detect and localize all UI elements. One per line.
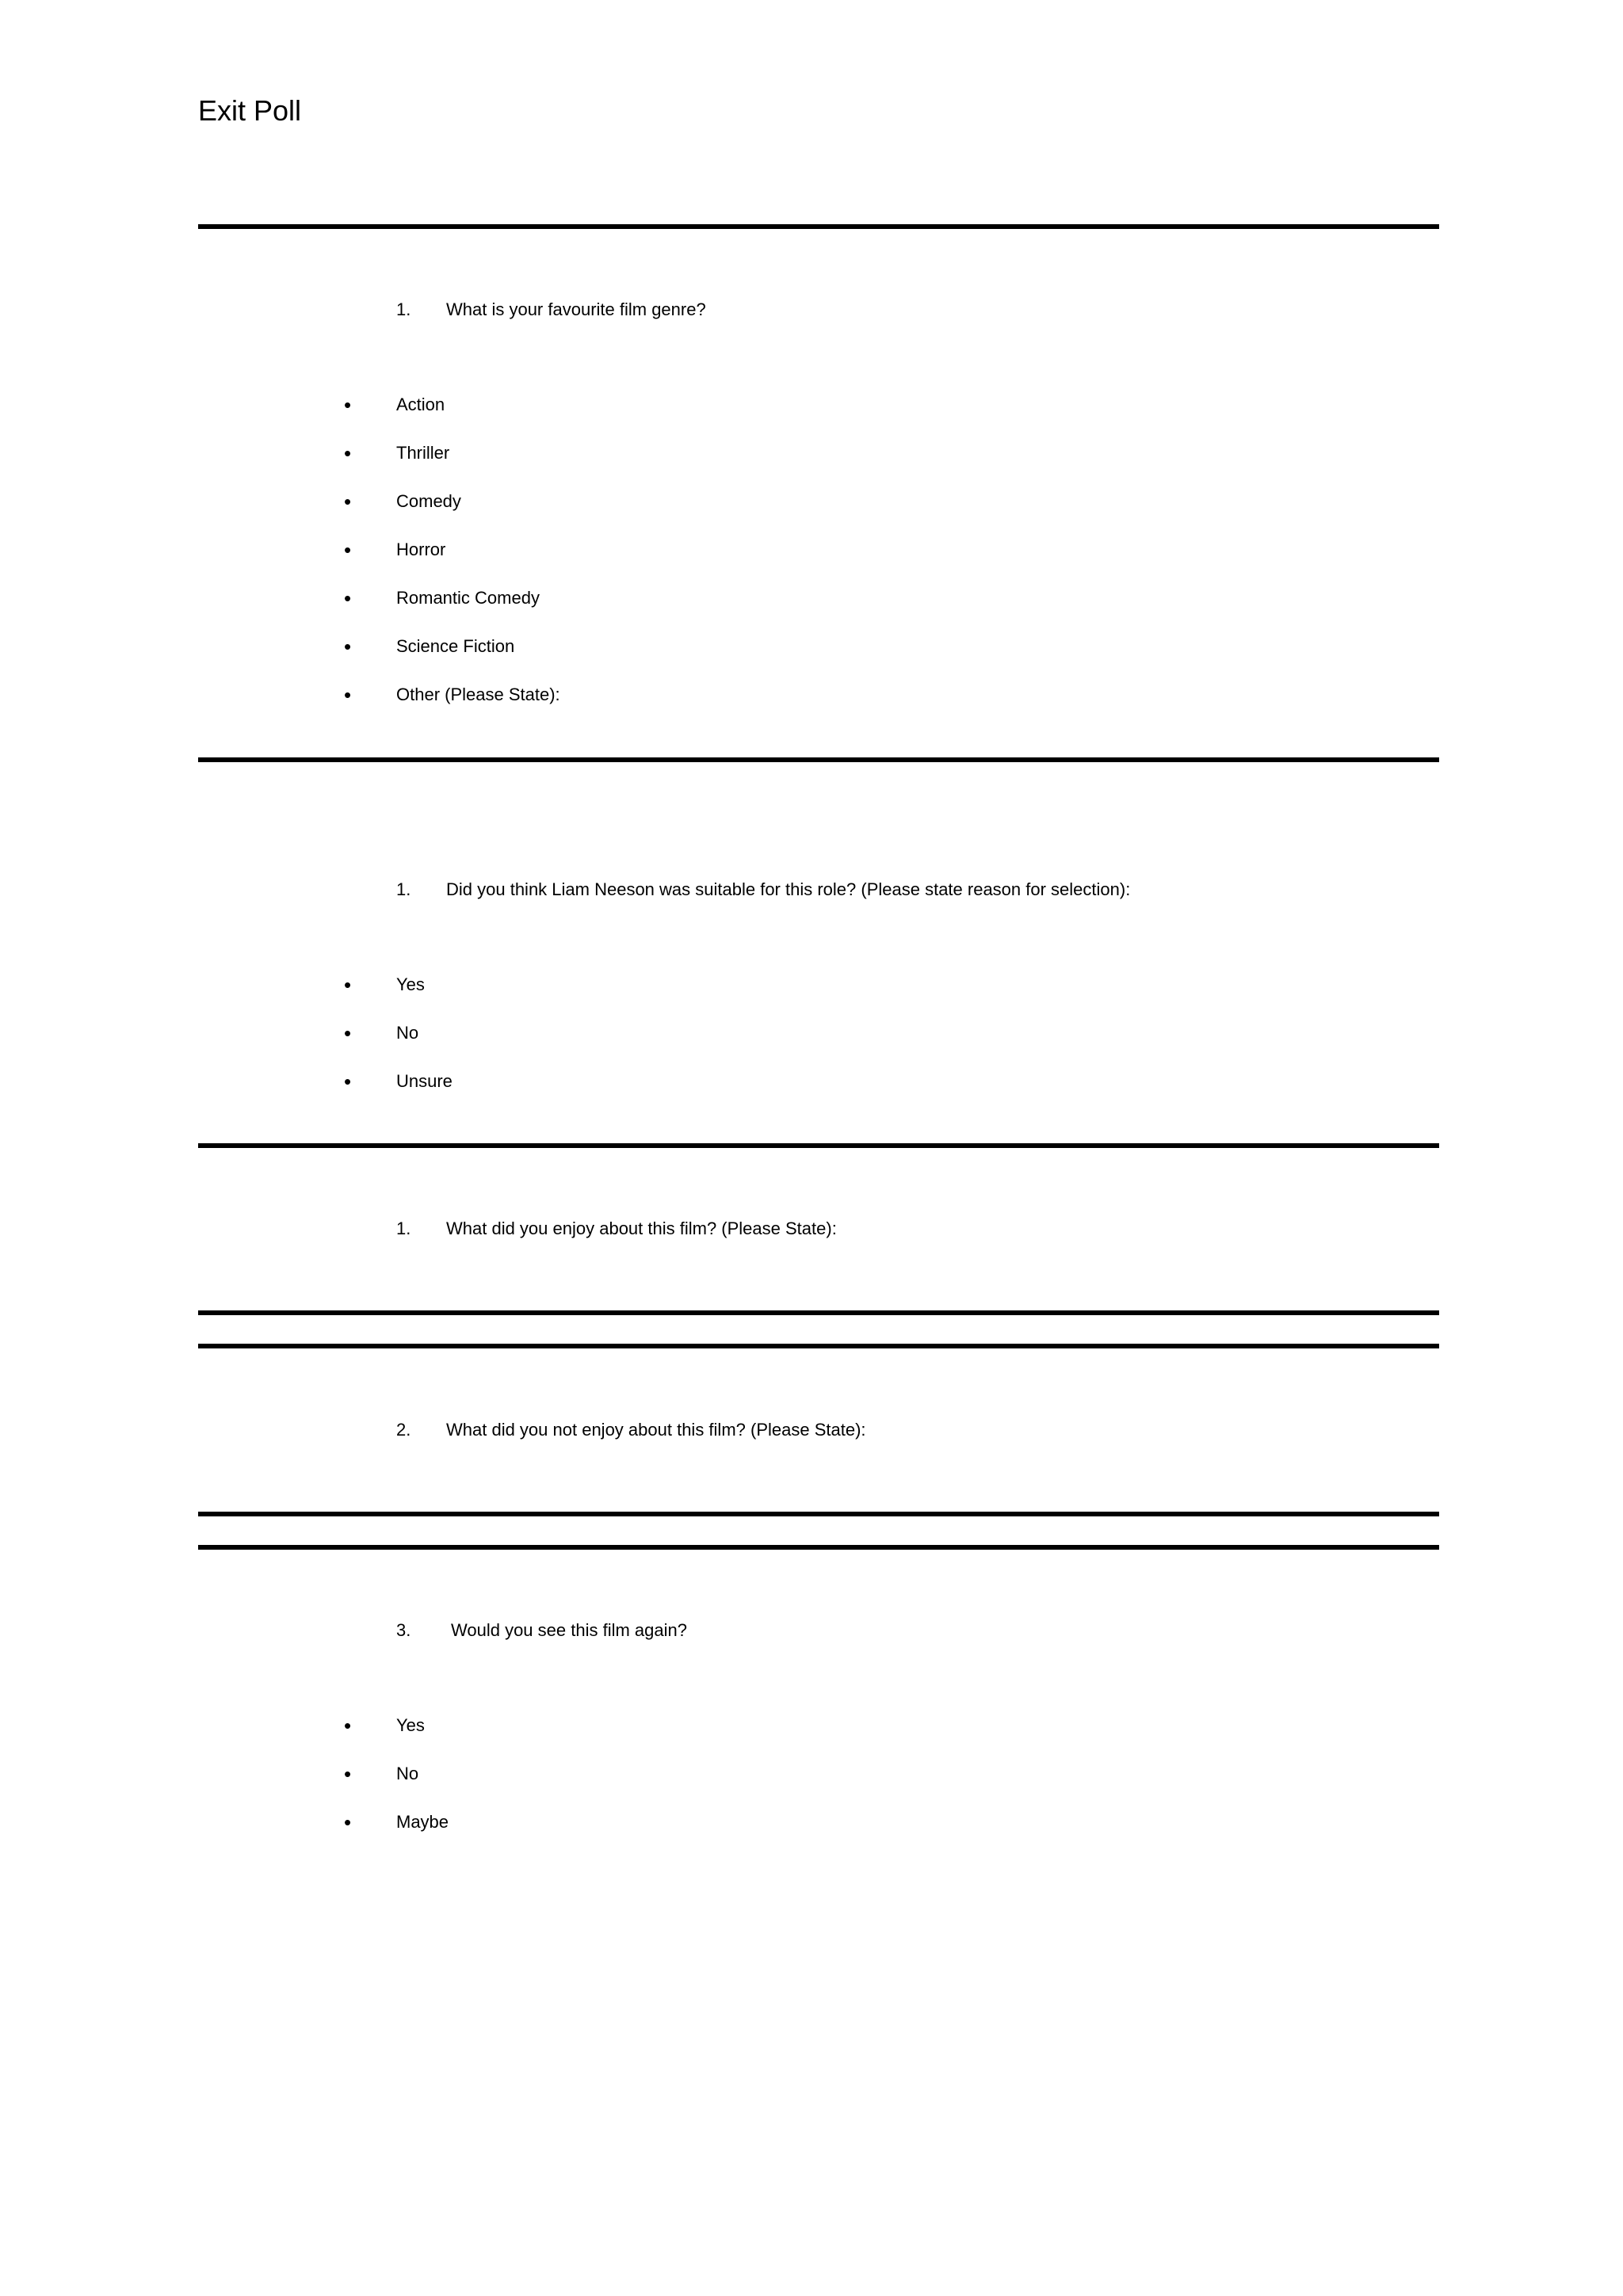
page-title: Exit Poll <box>198 94 302 127</box>
option-label: Yes <box>396 974 425 994</box>
option-label: No <box>396 1023 419 1043</box>
bullet-icon: • <box>344 1070 352 1093</box>
option-label: Science Fiction <box>396 636 515 656</box>
bullet-icon: • <box>344 1762 352 1786</box>
option-label: Yes <box>396 1715 425 1735</box>
question-number: 2. <box>396 1420 411 1440</box>
bullet-icon: • <box>344 635 352 658</box>
section-divider <box>198 1344 1439 1348</box>
bullet-icon: • <box>344 683 352 707</box>
section-divider <box>198 1143 1439 1148</box>
option-label: No <box>396 1764 419 1783</box>
option-label: Maybe <box>396 1812 449 1832</box>
bullet-icon: • <box>344 538 352 562</box>
bullet-icon: • <box>344 586 352 610</box>
question-number: 1. <box>396 299 411 319</box>
option-label: Romantic Comedy <box>396 588 540 608</box>
option-label: Unsure <box>396 1071 453 1091</box>
option-label: Horror <box>396 540 446 559</box>
question-number: 1. <box>396 1219 411 1238</box>
answer-box-top <box>198 1512 1439 1516</box>
question-text: Would you see this film again? <box>451 1620 687 1640</box>
bullet-icon: • <box>344 1021 352 1045</box>
bullet-icon: • <box>344 393 352 417</box>
question-number: 3. <box>396 1620 411 1640</box>
option-label: Thriller <box>396 443 450 463</box>
option-label: Action <box>396 395 445 414</box>
question-number: 1. <box>396 879 411 899</box>
option-label: Other (Please State): <box>396 685 560 704</box>
option-label: Comedy <box>396 491 461 511</box>
bullet-icon: • <box>344 1810 352 1834</box>
section-divider <box>198 224 1439 229</box>
question-text: What did you not enjoy about this film? (Please State): <box>446 1420 866 1440</box>
bullet-icon: • <box>344 490 352 513</box>
question-text: Did you think Liam Neeson was suitable for this role? (Please state reason for selection): <box>446 879 1131 899</box>
section-divider <box>198 1545 1439 1550</box>
question-text: What did you enjoy about this film? (Please State): <box>446 1219 837 1238</box>
section-divider <box>198 757 1439 762</box>
bullet-icon: • <box>344 973 352 997</box>
answer-box-top <box>198 1310 1439 1315</box>
bullet-icon: • <box>344 441 352 465</box>
bullet-icon: • <box>344 1714 352 1737</box>
question-text: What is your favourite film genre? <box>446 299 706 319</box>
